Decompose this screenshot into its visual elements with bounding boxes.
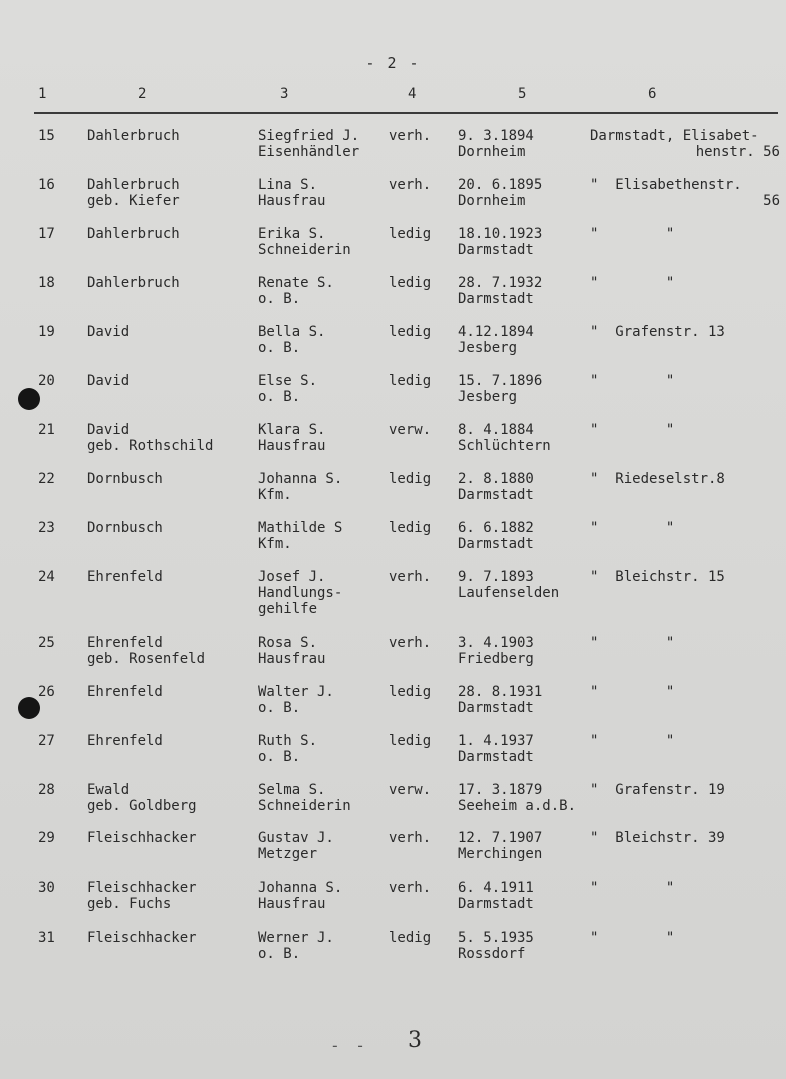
- birth-date: 15. 7.1896: [458, 373, 543, 389]
- marital-status: verh.: [389, 880, 432, 896]
- birth-date: 1. 4.1937: [458, 733, 534, 749]
- address: " ": [590, 930, 675, 946]
- first-name: Renate S.: [258, 275, 334, 291]
- row-number-cell: [38, 880, 55, 896]
- birth-date-line2: Laufenselden: [458, 585, 560, 601]
- first-name: Bella S.: [258, 324, 326, 340]
- surname-cell: [87, 422, 213, 454]
- birth-date-line2: Dornheim: [458, 144, 526, 160]
- marital-status: ledig: [389, 324, 432, 340]
- marital-status-cell: [389, 830, 431, 846]
- address-cell: [590, 226, 780, 242]
- surname: David: [87, 324, 130, 340]
- marital-status: verw.: [389, 782, 432, 798]
- row-number-cell: [38, 422, 55, 438]
- surname: Fleischhacker: [87, 930, 197, 946]
- address: " ": [590, 635, 675, 651]
- marital-status: verh.: [389, 569, 432, 585]
- address-cell: [590, 177, 780, 209]
- surname-cell: [87, 635, 205, 667]
- page-number: - 2 -: [365, 54, 421, 72]
- marital-status-cell: [389, 422, 431, 438]
- marital-status-cell: [389, 733, 431, 749]
- address: " ": [590, 684, 675, 700]
- birth-date: 12. 7.1907: [458, 830, 543, 846]
- birth-date: 5. 5.1935: [458, 930, 534, 946]
- row-number: 29: [38, 830, 55, 846]
- marital-status-cell: [389, 471, 431, 487]
- row-number: 21: [38, 422, 55, 438]
- occupation-line2: gehilfe: [258, 601, 318, 617]
- birth-date-line2: Darmstadt: [458, 487, 534, 503]
- address-cell: [590, 930, 780, 946]
- first-name: Else S.: [258, 373, 318, 389]
- row-number: 28: [38, 782, 55, 798]
- marital-status-cell: [389, 520, 431, 536]
- first-name: Klara S.: [258, 422, 326, 438]
- first-name: Walter J.: [258, 684, 334, 700]
- address-line2: 56: [763, 193, 780, 209]
- surname-cell: [87, 782, 197, 814]
- birth-date-line2: Jesberg: [458, 340, 518, 356]
- address: " Bleichstr. 15: [590, 569, 725, 585]
- first-name-cell: [258, 782, 351, 814]
- birth-date-line2: Darmstadt: [458, 242, 534, 258]
- marital-status-cell: [389, 930, 431, 946]
- surname-cell: [87, 128, 180, 144]
- row-number: 24: [38, 569, 55, 585]
- first-name: Josef J.: [258, 569, 326, 585]
- address-cell: [590, 684, 780, 700]
- row-number-cell: [38, 324, 55, 340]
- column-header-3: 3: [280, 86, 289, 102]
- surname-cell: [87, 930, 197, 946]
- marital-status: ledig: [389, 684, 432, 700]
- address: Darmstadt, Elisabet-: [590, 128, 759, 144]
- row-number: 22: [38, 471, 55, 487]
- birth-date: 17. 3.1879: [458, 782, 543, 798]
- surname: Dahlerbruch: [87, 177, 180, 193]
- surname-cell: [87, 324, 129, 340]
- first-name: Lina S.: [258, 177, 318, 193]
- row-number-cell: [38, 930, 55, 946]
- first-name: Mathilde S: [258, 520, 343, 536]
- surname-cell: [87, 373, 129, 389]
- address: " ": [590, 880, 675, 896]
- surname-cell: [87, 275, 180, 291]
- address-cell: [590, 569, 780, 585]
- birth-date-cell: [458, 226, 542, 258]
- column-header-row: [0, 86, 786, 106]
- marital-status: ledig: [389, 373, 432, 389]
- marital-status: verh.: [389, 177, 432, 193]
- surname-cell: [87, 880, 197, 912]
- surname: Fleischhacker: [87, 880, 197, 896]
- row-number: 31: [38, 930, 55, 946]
- surname-cell: [87, 226, 180, 242]
- column-header-2: 2: [138, 86, 147, 102]
- marital-status: verh.: [389, 128, 432, 144]
- birth-date: 6. 6.1882: [458, 520, 534, 536]
- first-name-cell: [258, 830, 334, 862]
- row-number: 20: [38, 373, 55, 389]
- first-name-line2: Handlungs-: [258, 585, 343, 601]
- address-cell: [590, 373, 780, 389]
- birth-date-cell: [458, 635, 534, 667]
- marital-status-cell: [389, 324, 431, 340]
- marital-status-cell: [389, 880, 431, 896]
- address-cell: [590, 880, 780, 896]
- marital-status-cell: [389, 782, 431, 798]
- first-name-line2: Hausfrau: [258, 193, 326, 209]
- birth-date-cell: [458, 880, 534, 912]
- address-cell: [590, 520, 780, 536]
- first-name-line2: Schneiderin: [258, 798, 351, 814]
- birth-date-line2: Seeheim a.d.B.: [458, 798, 577, 814]
- address: " ": [590, 422, 675, 438]
- surname-cell: [87, 177, 180, 209]
- surname: David: [87, 373, 130, 389]
- address-cell: [590, 733, 780, 749]
- birth-date-cell: [458, 177, 542, 209]
- birth-date: 20. 6.1895: [458, 177, 543, 193]
- address-cell: [590, 324, 780, 340]
- column-header-4: 4: [408, 86, 417, 102]
- birth-date-cell: [458, 128, 534, 160]
- punch-hole: [18, 388, 40, 410]
- birth-date-line2: Jesberg: [458, 389, 518, 405]
- row-number: 30: [38, 880, 55, 896]
- row-number: 27: [38, 733, 55, 749]
- birth-date-cell: [458, 733, 534, 765]
- surname-line2: geb. Kiefer: [87, 193, 180, 209]
- first-name: Ruth S.: [258, 733, 318, 749]
- surname-line2: geb. Fuchs: [87, 896, 172, 912]
- first-name-cell: [258, 684, 334, 716]
- first-name-cell: [258, 930, 334, 962]
- birth-date-cell: [458, 520, 534, 552]
- birth-date: 3. 4.1903: [458, 635, 534, 651]
- marital-status: ledig: [389, 275, 432, 291]
- marital-status: verh.: [389, 635, 432, 651]
- birth-date: 9. 7.1893: [458, 569, 534, 585]
- first-name-cell: [258, 177, 325, 209]
- first-name-line2: Schneiderin: [258, 242, 351, 258]
- row-number-cell: [38, 684, 55, 700]
- first-name-cell: [258, 275, 334, 307]
- surname: Dornbusch: [87, 520, 163, 536]
- first-name-line2: Kfm.: [258, 487, 292, 503]
- surname: Ehrenfeld: [87, 635, 163, 651]
- row-number: 17: [38, 226, 55, 242]
- marital-status-cell: [389, 226, 431, 242]
- birth-date-cell: [458, 422, 551, 454]
- birth-date-cell: [458, 471, 534, 503]
- row-number-cell: [38, 275, 55, 291]
- birth-date: 28. 8.1931: [458, 684, 543, 700]
- marital-status: verw.: [389, 422, 432, 438]
- birth-date-line2: Dornheim: [458, 193, 526, 209]
- row-number: 19: [38, 324, 55, 340]
- address-cell: [590, 782, 780, 798]
- surname: Dornbusch: [87, 471, 163, 487]
- birth-date: 18.10.1923: [458, 226, 543, 242]
- first-name-cell: [258, 226, 351, 258]
- surname: Dahlerbruch: [87, 275, 180, 291]
- birth-date-cell: [458, 373, 542, 405]
- birth-date-cell: [458, 324, 534, 356]
- row-number-cell: [38, 373, 55, 389]
- birth-date-line2: Friedberg: [458, 651, 534, 667]
- surname-cell: [87, 520, 163, 536]
- first-name-line2: o. B.: [258, 389, 301, 405]
- address: " ": [590, 275, 675, 291]
- birth-date-line2: Darmstadt: [458, 896, 534, 912]
- marital-status-cell: [389, 569, 431, 585]
- row-number-cell: [38, 782, 55, 798]
- marital-status-cell: [389, 275, 431, 291]
- first-name-cell: [258, 324, 325, 356]
- first-name-line2: Hausfrau: [258, 438, 326, 454]
- row-number: 16: [38, 177, 55, 193]
- surname-cell: [87, 733, 163, 749]
- surname-line2: geb. Rothschild: [87, 438, 214, 454]
- first-name-cell: [258, 520, 342, 552]
- first-name-cell: [258, 422, 325, 454]
- birth-date: 8. 4.1884: [458, 422, 534, 438]
- row-number-cell: [38, 128, 55, 144]
- row-number-cell: [38, 226, 55, 242]
- birth-date-cell: [458, 930, 534, 962]
- first-name: Erika S.: [258, 226, 326, 242]
- birth-date: 4.12.1894: [458, 324, 534, 340]
- first-name-line2: o. B.: [258, 340, 301, 356]
- first-name-line2: o. B.: [258, 700, 301, 716]
- marital-status-cell: [389, 177, 431, 193]
- first-name-line2: Eisenhändler: [258, 144, 360, 160]
- address-cell: [590, 275, 780, 291]
- row-number: 25: [38, 635, 55, 651]
- first-name: Selma S.: [258, 782, 326, 798]
- birth-date-cell: [458, 569, 559, 601]
- address-cell: [590, 635, 780, 651]
- marital-status: ledig: [389, 930, 432, 946]
- address: " Grafenstr. 19: [590, 782, 725, 798]
- marital-status: ledig: [389, 226, 432, 242]
- first-name-cell: [258, 128, 359, 160]
- row-number: 15: [38, 128, 55, 144]
- first-name: Gustav J.: [258, 830, 334, 846]
- first-name-line2: Metzger: [258, 846, 318, 862]
- marital-status: ledig: [389, 733, 432, 749]
- surname: Dahlerbruch: [87, 226, 180, 242]
- surname: Dahlerbruch: [87, 128, 180, 144]
- row-number-cell: [38, 471, 55, 487]
- row-number-cell: [38, 830, 55, 846]
- birth-date-cell: [458, 782, 576, 814]
- surname-line2: geb. Goldberg: [87, 798, 197, 814]
- address: " Bleichstr. 39: [590, 830, 725, 846]
- first-name-line2: o. B.: [258, 946, 301, 962]
- address-line2: henstr. 56: [695, 144, 780, 160]
- first-name-line2: Kfm.: [258, 536, 292, 552]
- birth-date: 9. 3.1894: [458, 128, 534, 144]
- first-name-line2: o. B.: [258, 749, 301, 765]
- marital-status-cell: [389, 684, 431, 700]
- address-cell: [590, 128, 780, 160]
- birth-date-line2: Darmstadt: [458, 749, 534, 765]
- row-number: 26: [38, 684, 55, 700]
- surname: David: [87, 422, 130, 438]
- row-number-cell: [38, 733, 55, 749]
- birth-date: 2. 8.1880: [458, 471, 534, 487]
- marital-status: ledig: [389, 520, 432, 536]
- address: " Riedeselstr.8: [590, 471, 725, 487]
- marital-status-cell: [389, 373, 431, 389]
- surname-cell: [87, 684, 163, 700]
- surname: Ehrenfeld: [87, 569, 163, 585]
- first-name: Johanna S.: [258, 471, 343, 487]
- column-header-6: 6: [648, 86, 657, 102]
- row-number-cell: [38, 635, 55, 651]
- row-number-cell: [38, 520, 55, 536]
- surname: Fleischhacker: [87, 830, 197, 846]
- first-name: Johanna S.: [258, 880, 343, 896]
- marital-status-cell: [389, 128, 431, 144]
- address: " ": [590, 226, 675, 242]
- column-header-5: 5: [518, 86, 527, 102]
- first-name-cell: [258, 569, 342, 617]
- birth-date-cell: [458, 684, 542, 716]
- address-cell: [590, 422, 780, 438]
- address: " Elisabethenstr.: [590, 177, 742, 193]
- row-number-cell: [38, 177, 55, 193]
- marital-status: verh.: [389, 830, 432, 846]
- first-name: Werner J.: [258, 930, 334, 946]
- surname-cell: [87, 471, 163, 487]
- first-name-line2: Hausfrau: [258, 896, 326, 912]
- birth-date: 6. 4.1911: [458, 880, 534, 896]
- address: " ": [590, 733, 675, 749]
- birth-date-line2: Darmstadt: [458, 291, 534, 307]
- marital-status-cell: [389, 635, 431, 651]
- address-cell: [590, 471, 780, 487]
- surname-cell: [87, 569, 163, 585]
- footer-page-number: 3: [408, 1028, 422, 1053]
- row-number: 18: [38, 275, 55, 291]
- birth-date-line2: Rossdorf: [458, 946, 526, 962]
- first-name-cell: [258, 373, 317, 405]
- first-name-cell: [258, 471, 342, 503]
- punch-hole: [18, 697, 40, 719]
- surname-line2: geb. Rosenfeld: [87, 651, 206, 667]
- birth-date-line2: Darmstadt: [458, 536, 534, 552]
- address: " ": [590, 373, 675, 389]
- surname: Ewald: [87, 782, 130, 798]
- address: " ": [590, 520, 675, 536]
- first-name-cell: [258, 635, 325, 667]
- marital-status: ledig: [389, 471, 432, 487]
- birth-date-cell: [458, 275, 542, 307]
- column-header-1: 1: [38, 86, 47, 102]
- surname: Ehrenfeld: [87, 684, 163, 700]
- surname: Ehrenfeld: [87, 733, 163, 749]
- surname-cell: [87, 830, 197, 846]
- first-name-cell: [258, 880, 342, 912]
- first-name: Rosa S.: [258, 635, 318, 651]
- address-cell: [590, 830, 780, 846]
- birth-date-cell: [458, 830, 542, 862]
- footer-marks: - -: [330, 1036, 368, 1055]
- first-name: Siegfried J.: [258, 128, 360, 144]
- birth-date: 28. 7.1932: [458, 275, 543, 291]
- first-name-line2: o. B.: [258, 291, 301, 307]
- birth-date-line2: Schlüchtern: [458, 438, 551, 454]
- header-rule: [34, 112, 778, 114]
- row-number: 23: [38, 520, 55, 536]
- address: " Grafenstr. 13: [590, 324, 725, 340]
- birth-date-line2: Darmstadt: [458, 700, 534, 716]
- first-name-line2: Hausfrau: [258, 651, 326, 667]
- row-number-cell: [38, 569, 55, 585]
- birth-date-line2: Merchingen: [458, 846, 543, 862]
- first-name-cell: [258, 733, 317, 765]
